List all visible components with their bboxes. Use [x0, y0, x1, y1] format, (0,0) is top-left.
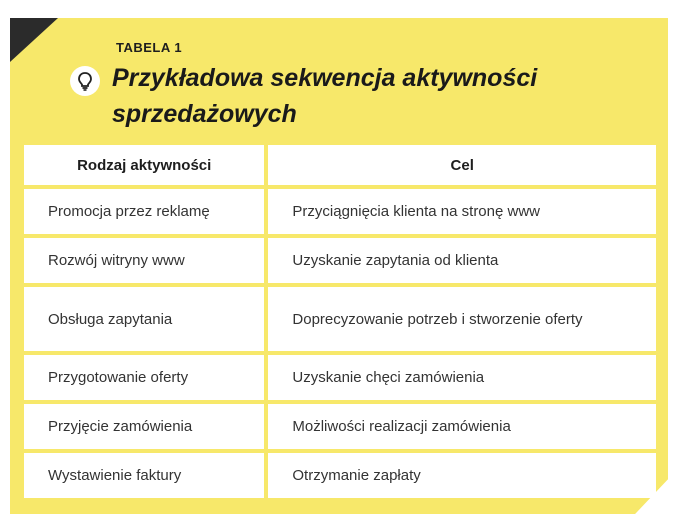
activity-cell: Promocja przez reklamę	[24, 189, 264, 234]
activity-table	[20, 141, 660, 502]
activity-cell: Obsługa zapytania	[24, 287, 264, 351]
goal-cell: Możliwości realizacji zamówienia	[268, 404, 656, 449]
table-row	[24, 453, 656, 498]
goal-cell: Otrzymanie zapłaty	[268, 453, 656, 498]
goal-cell: Uzyskanie zapytania od klienta	[268, 238, 656, 283]
table-row	[24, 355, 656, 400]
goal-cell: Przyciągnięcia klienta na stronę www	[268, 189, 656, 234]
table-header-row	[24, 145, 656, 185]
goal-cell: Uzyskanie chęci zamówienia	[268, 355, 656, 400]
table-row	[24, 404, 656, 449]
table-tag: TABELA 1	[116, 40, 183, 55]
goal-cell: Doprecyzowanie potrzeb i stworzenie oferty	[268, 287, 656, 351]
corner-fold-decoration	[10, 18, 58, 62]
activity-cell: Wystawienie faktury	[24, 453, 264, 498]
table-row	[24, 189, 656, 234]
table-row	[24, 287, 656, 351]
activity-cell: Przyjęcie zamówienia	[24, 404, 264, 449]
lightbulb-icon	[70, 66, 100, 96]
activity-cell: Przygotowanie oferty	[24, 355, 264, 400]
table-title: Przykładowa sekwencja aktywności sprzedażowych	[112, 64, 538, 128]
activity-cell: Rozwój witryny www	[24, 238, 264, 283]
table-row	[24, 238, 656, 283]
column-header-goal: Cel	[268, 145, 656, 185]
column-header-activity: Rodzaj aktywności	[24, 145, 264, 185]
